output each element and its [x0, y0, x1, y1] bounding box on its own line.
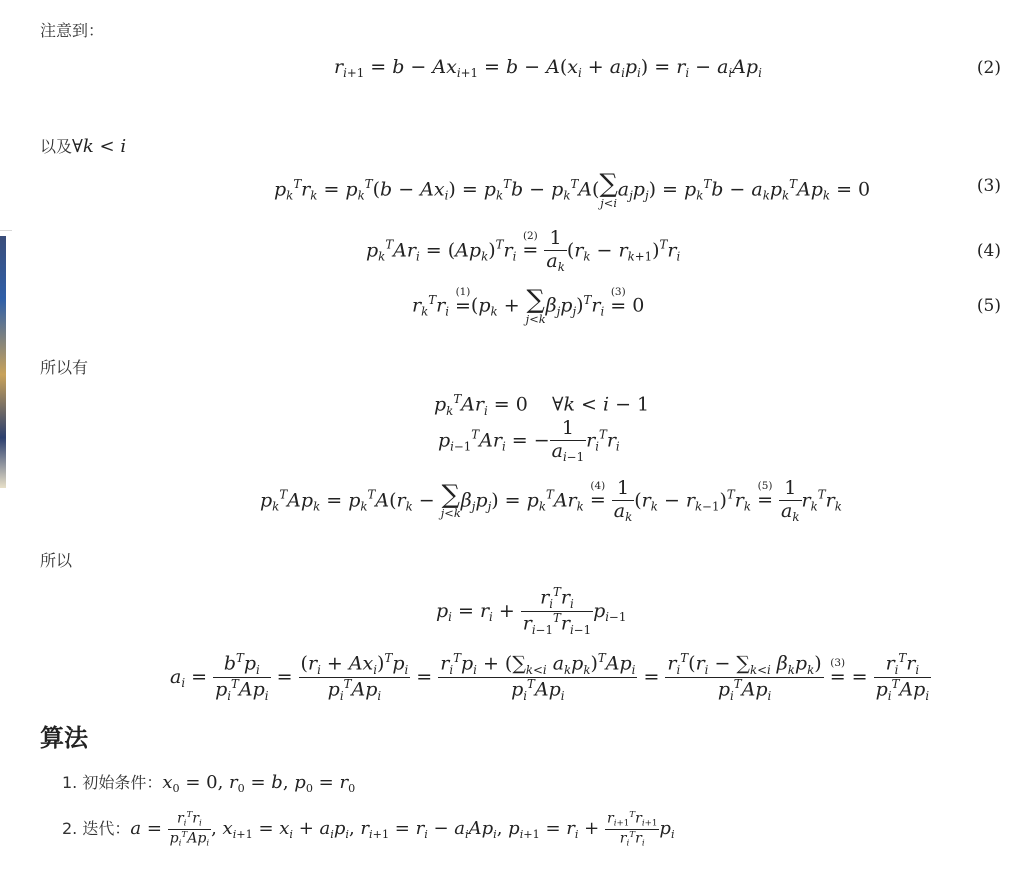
list-item-initial-conditions: 1. 初始条件：$x_0 = 0$, $r_0 = b$, $p_0 = r_0$: [62, 772, 356, 795]
equation-2: $r_{i+1} = b - Ax_{i+1} = b - A(x_i + a_ip_i) = r_i - a_iAp_i$: [334, 56, 762, 81]
a-derivation-eq: $a_i$ = $\frac{b^Tp_i}{p_i^TAp_i}$ = $\frac{(r_i + Ax_i)^Tp_i}{p_i^TAp_i}$ = $\frac{r_i^Tp_i + (\sum_{k<i} a_kp_k)^TAp_i}{p_i^TAp_i}$ = $\frac{r_i^T(r_i - \sum_{k<i} \beta_kp_k)}{p_i^TAp_i}$ (3) = = $\frac{r_i^Tr_i}{p_i^TAp_i}$: [170, 651, 930, 704]
p-update-eq: $p_i = r_i$ + $\frac{r_i^Tr_i}{r_{i-1}^Tr_{i-1}}$ $p_{i-1}$: [436, 585, 627, 638]
result-eq-3: $p_k^TAp_k = p_k^TA(r_k$ − ∑ j<k $\beta_jp_j) = p_k^TAr_k$ (4) = $\frac{1}{a_k}$ $(r_k - r_{k-1})^Tr_k$ (5) = $\frac{1}{a_k}$ $r_k^Tr_k$: [260, 477, 842, 524]
and-for-text: 以及∀k < i: [40, 136, 127, 157]
so-text: 所以: [40, 551, 73, 570]
equation-5: $r_k^Tr_i$ (1) $=(p_k$ + ∑ j<k $\beta_jp_j)^Tr_i$ (3) = 0: [412, 285, 645, 326]
equation-number-4: (4): [976, 241, 1001, 261]
section-heading-algorithm: 算法: [40, 724, 88, 752]
so-have-text: 所以有: [40, 358, 89, 377]
equation-number-5: (5): [976, 296, 1001, 316]
result-eq-2: $p_{i-1}^TAr_i$ = − $\frac{1}{a_{i-1}}$ $r_i^Tr_i$: [438, 417, 620, 464]
equation-3: $p_k^Tr_k = p_k^T(b - Ax_i) = p_k^Tb - p_k^TA$( ∑ j<i $a_jp_j) = p_k^Tb - a_kp_k^TAp_k = 0$: [274, 169, 871, 210]
equation-number-2: (2): [976, 58, 1001, 78]
list-item-iteration: 2. 迭代：a = $\frac{r_i^Tr_i}{p_i^TAp_i}$ , $x_{i+1} = x_i + a_ip_i$, $r_{i+1} = r_i - a_iAp_i$, $p_{i+1} = r_i$ + $\frac{r_{i+1}^Tr_{i+1}}{r_i^Tr_i}$ $p_i$: [62, 810, 675, 849]
equation-4: $p_k^TAr_i = (Ap_k)^Tr_i$ (2) = $\frac{1}{a_k}$ $(r_k - r_{k+1})^Tr_i$: [366, 227, 681, 274]
edge-divider: [0, 230, 12, 231]
result-eq-1: $p_k^TAr_i = 0$ ∀k < i − 1: [434, 392, 650, 418]
note-text: 注意到：: [40, 21, 105, 40]
equation-number-3: (3): [976, 176, 1001, 196]
side-thumbnail-strip: [0, 236, 6, 488]
